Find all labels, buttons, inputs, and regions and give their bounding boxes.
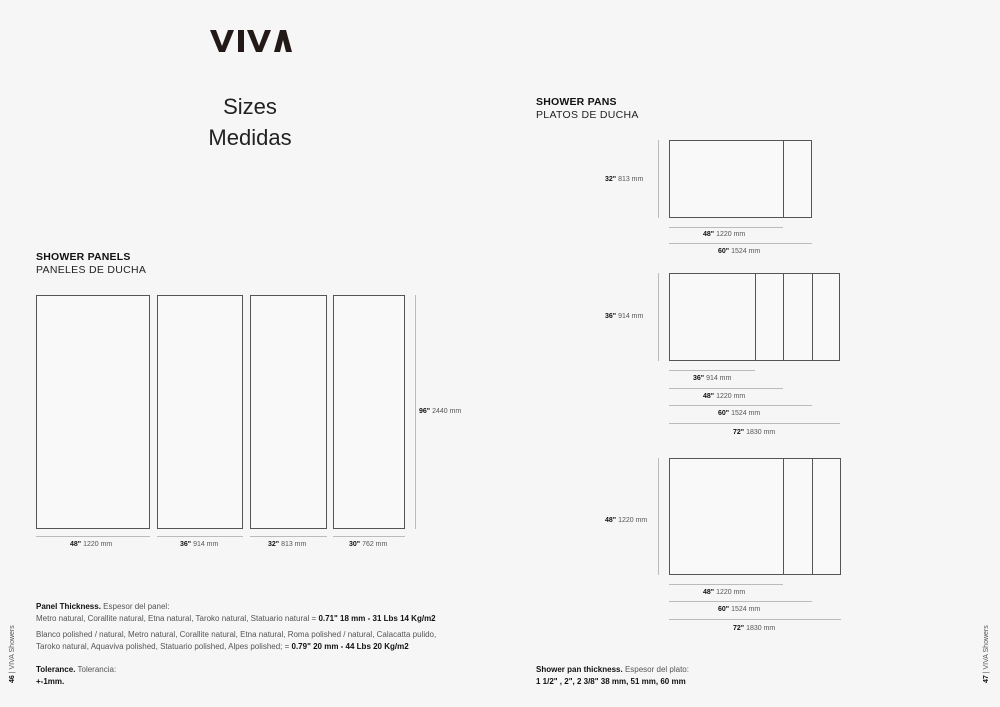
shower-panels-subtitle: PANELES DE DUCHA <box>36 264 147 276</box>
panel-width-label: 48" 1220 mm <box>70 541 113 548</box>
pan-depth-label: 36" 914 mm <box>605 313 644 320</box>
pan-48 <box>669 458 841 575</box>
pan-width-line <box>669 619 841 620</box>
pan-width-line <box>669 601 812 602</box>
pan-width-label: 72" 1830 mm <box>733 625 776 632</box>
pan-width-line <box>669 584 783 585</box>
panel-width-line <box>250 536 327 537</box>
pan-width-label: 48" 1220 mm <box>703 231 746 238</box>
pan-width-line <box>669 243 812 244</box>
pan-width-label: 36" 914 mm <box>693 375 732 382</box>
page-subtitle: Medidas <box>208 125 292 150</box>
pan-depth-line <box>658 273 659 361</box>
pan-depth-label: 48" 1220 mm <box>605 517 648 524</box>
panel-width-label: 36" 914 mm <box>180 541 219 548</box>
pan-width-line <box>669 370 755 371</box>
pan-width-label: 60" 1524 mm <box>718 248 761 255</box>
pan-width-line <box>669 227 783 228</box>
pan-width-label: 48" 1220 mm <box>703 589 746 596</box>
panel-32 <box>250 295 327 529</box>
panel-thickness-note: Panel Thickness. Espesor del panel: Metro natural, Corallite natural, Etna natural, Taroko natural, Statuario natural = 0.71" 18 mm - 31 Lbs 14 Kg/m2 Blanco polished / natural, Metro natural, Corallite natural, Etna natural, Roma polished / natural, Calacatta pulido, Taroko natural, Aquaviva polished, Statuario polished, Alpes polished; = 0.79" 20 mm - 44 Lbs 20 Kg/m2 <box>36 602 437 651</box>
shower-panels-title: SHOWER PANELS <box>36 251 131 263</box>
pan-thickness-note: Shower pan thickness. Espesor del plato: 1 1/2" , 2", 2 3/8" 38 mm, 51 mm, 60 mm <box>536 665 689 686</box>
panel-width-line <box>333 536 405 537</box>
pan-36 <box>669 273 840 361</box>
pan-width-label: 72" 1830 mm <box>733 429 776 436</box>
pan-width-label: 60" 1524 mm <box>718 410 761 417</box>
pan-width-label: 48" 1220 mm <box>703 393 746 400</box>
panel-width-line <box>157 536 243 537</box>
shower-pans-subtitle: PLATOS DE DUCHA <box>536 109 639 121</box>
pan-depth-label: 32" 813 mm <box>605 176 644 183</box>
panel-36 <box>157 295 243 529</box>
panel-48 <box>36 295 150 529</box>
panel-height-label: 96" 2440 mm <box>419 408 462 415</box>
panel-width-line <box>36 536 150 537</box>
pan-32 <box>669 140 812 218</box>
viva-logo <box>208 26 292 54</box>
tolerance-note: Tolerance. Tolerancia: +-1mm. <box>36 665 117 686</box>
shower-pans-title: SHOWER PANS <box>536 96 617 108</box>
pan-depth-line <box>658 140 659 218</box>
pan-width-line <box>669 423 840 424</box>
panel-30 <box>333 295 405 529</box>
pan-width-line <box>669 405 812 406</box>
pan-width-line <box>669 388 783 389</box>
pan-depth-line <box>658 458 659 575</box>
left-page-footer: 46 | VIVA Showers <box>9 625 16 683</box>
panel-width-label: 30" 762 mm <box>349 541 388 548</box>
page-title: Sizes <box>223 94 277 119</box>
right-page-footer: 47 | VIVA Showers <box>983 625 990 683</box>
pan-width-label: 60" 1524 mm <box>718 606 761 613</box>
height-dimension-line <box>415 295 416 529</box>
panel-width-label: 32" 813 mm <box>268 541 307 548</box>
